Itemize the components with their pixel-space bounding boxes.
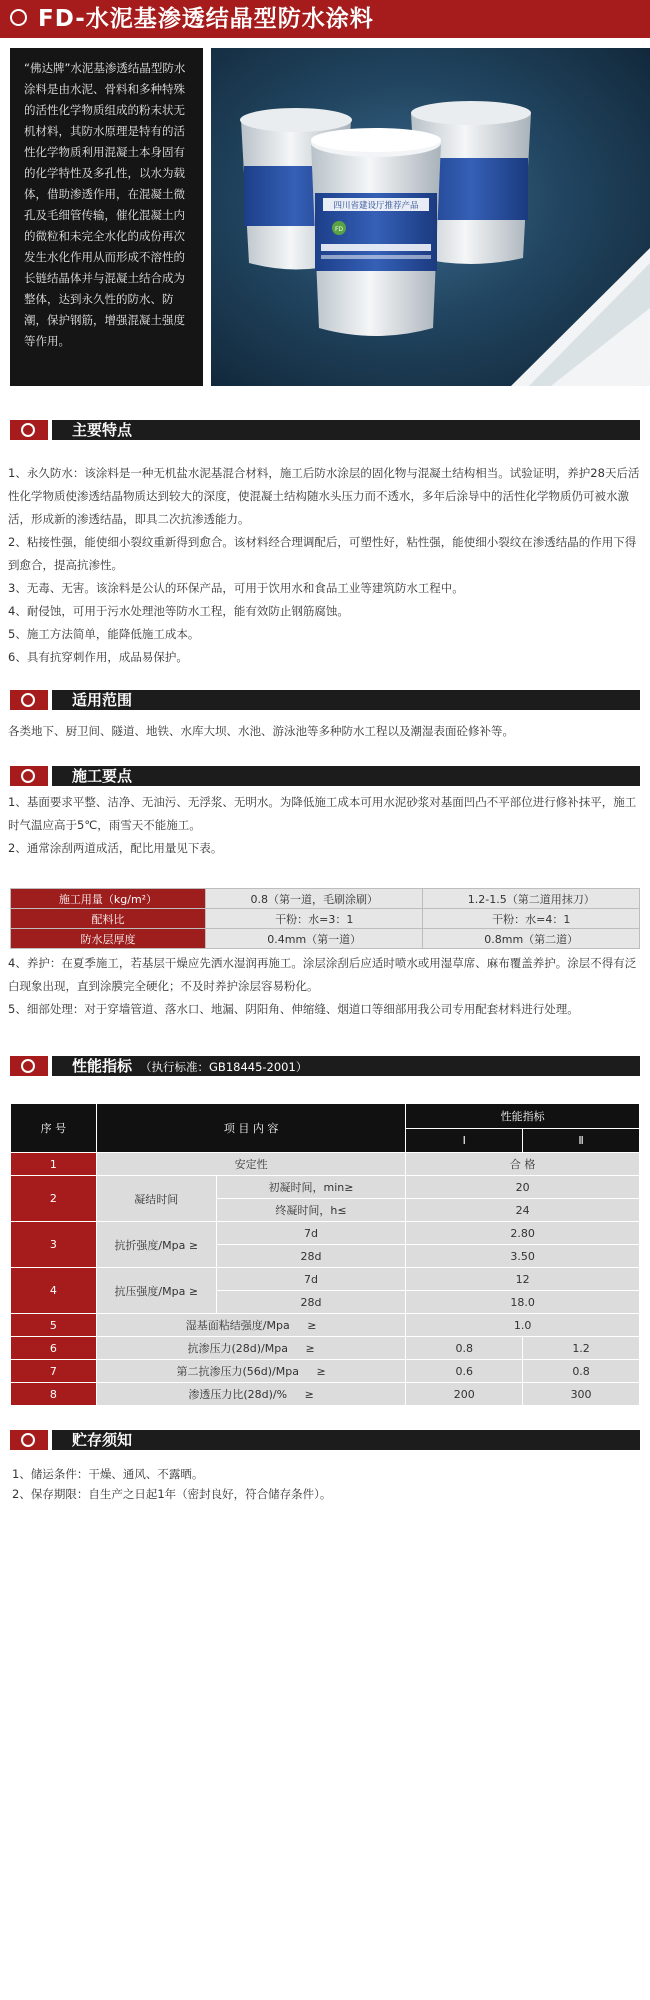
- table-cell: 防水层厚度: [11, 929, 206, 949]
- table-row: [11, 929, 640, 949]
- table-cell: 1.0: [406, 1314, 640, 1337]
- table-header: Ⅰ: [406, 1128, 523, 1153]
- bucket-front: [311, 128, 441, 336]
- circle-icon: [21, 1433, 35, 1447]
- product-photo: [211, 48, 650, 386]
- brand-mark: FD: [334, 226, 344, 233]
- table-cell: 抗压强度/Mpa ≥: [96, 1268, 216, 1314]
- row-number: 4: [11, 1268, 97, 1314]
- table-row: [11, 1314, 640, 1337]
- construction-item: 5、细部处理：对于穿墙管道、落水口、地漏、阴阳角、伸缩缝、烟道口等细部用我公司专用配套材料进行处理。: [8, 1002, 579, 1016]
- feature-item: 2、粘接性强，能使细小裂纹重新得到愈合。该材料经合理调配后，可塑性好，粘性强，能使细小裂纹在渗透结晶的作用下得到愈合，提高抗渗性。: [8, 535, 637, 572]
- row-number: 1: [11, 1153, 97, 1176]
- table-cell: 1.2: [523, 1337, 640, 1360]
- table-cell: 0.8: [523, 1360, 640, 1383]
- standard-note: （执行标准：GB18445-2001）: [140, 1060, 308, 1074]
- table-cell: 300: [523, 1383, 640, 1406]
- table-row: [11, 1337, 640, 1360]
- circle-icon: [21, 423, 35, 437]
- table-header: 项 目 内 容: [96, 1104, 406, 1153]
- table-cell: 28d: [216, 1245, 406, 1268]
- section-title: 施工要点: [72, 767, 133, 785]
- table-header: Ⅱ: [523, 1128, 640, 1153]
- table-cell: 20: [406, 1176, 640, 1199]
- table-cell: 7d: [216, 1222, 406, 1245]
- row-number: 8: [11, 1383, 97, 1406]
- ge-sign: ≥: [307, 1319, 317, 1332]
- table-cell: [96, 1337, 406, 1360]
- table-cell: [96, 1314, 406, 1337]
- table-cell: 2.80: [406, 1222, 640, 1245]
- circle-icon: [10, 9, 27, 26]
- item-name: 第二抗渗压力(56d)/Mpa: [176, 1365, 299, 1378]
- ge-sign: ≥: [305, 1342, 315, 1355]
- table-cell: 18.0: [406, 1291, 640, 1314]
- table-row: [11, 1383, 640, 1406]
- table-header: 序 号: [11, 1104, 97, 1153]
- title-bar: [0, 0, 650, 38]
- item-name: 湿基面粘结强度/Mpa: [185, 1319, 290, 1332]
- table-row: [11, 889, 640, 909]
- section-title: 贮存须知: [72, 1431, 133, 1449]
- product-buckets-illustration: [211, 48, 650, 386]
- item-name: 抗渗压力(28d)/Mpa: [187, 1342, 288, 1355]
- table-cell: 施工用量（kg/m²）: [11, 889, 206, 909]
- section-title: 主要特点: [72, 421, 133, 439]
- table-cell: 7d: [216, 1268, 406, 1291]
- table-row: [11, 1104, 640, 1129]
- table-cell: 28d: [216, 1291, 406, 1314]
- row-number: 5: [11, 1314, 97, 1337]
- table-cell: 合 格: [406, 1153, 640, 1176]
- section-title: 适用范围: [72, 691, 133, 709]
- construction-item: 1、基面要求平整、洁净、无油污、无浮浆、无明水。为降低施工成本可用水泥砂浆对基面凹凸不平部位进行修补抹平，施工时气温应高于5℃，雨雪天不能施工。: [8, 795, 637, 832]
- row-number: 3: [11, 1222, 97, 1268]
- feature-item: 6、具有抗穿刺作用，成品易保护。: [8, 650, 188, 664]
- table-row: [11, 909, 640, 929]
- feature-item: 4、耐侵蚀，可用于污水处理池等防水工程，能有效防止钢筋腐蚀。: [8, 604, 349, 618]
- table-cell: 安定性: [96, 1153, 406, 1176]
- row-number: 7: [11, 1360, 97, 1383]
- table-row: [11, 1268, 640, 1291]
- storage-item: 1、储运条件：干燥、通风、不露晒。: [12, 1467, 204, 1481]
- item-name: 渗透压力比(28d)/%: [188, 1388, 288, 1401]
- ge-sign: ≥: [304, 1388, 314, 1401]
- table-cell: 0.8: [406, 1337, 523, 1360]
- section-header-features: [10, 420, 640, 440]
- section-header-performance: [10, 1056, 640, 1076]
- row-number: 2: [11, 1176, 97, 1222]
- ge-sign: ≥: [316, 1365, 326, 1378]
- table-cell: 24: [406, 1199, 640, 1222]
- feature-item: 1、永久防水：该涂料是一种无机盐水泥基混合材料，施工后防水涂层的固化物与混凝土结构相当。试验证明，养护28天后活性化学物质使渗透结晶物质达到较大的深度，使混凝土结构随水头压力而不透水，多年后涂导中的活性化学物质仍可被水激活，形成新的渗透结晶，即具二次抗渗透能力。: [8, 466, 640, 526]
- table-header: 性能指标: [406, 1104, 640, 1129]
- circle-icon: [21, 769, 35, 783]
- circle-icon: [21, 693, 35, 707]
- intro-text: “佛达牌”水泥基渗透结晶型防水涂料是由水泥、骨料和多种特殊的活性化学物质组成的粉末状无机材料，其防水原理是特有的活性化学物质利用混凝土本身固有的化学特性及多孔性，以水为载体，借助渗透作用，在混凝土微孔及毛细管传输，催化混凝土内的微粒和未完全水化的成份再次发生水化作用从而形成不溶性的长链结晶体并与混凝土结合成为整体，达到永久性的防水、防潮，保护钢筋，增强混凝土强度等作用。: [24, 61, 186, 348]
- section-header-storage: [10, 1430, 640, 1450]
- table-row: [11, 1222, 640, 1245]
- scope-text: 各类地下、厨卫间、隧道、地铁、水库大坝、水池、游泳池等多种防水工程以及潮湿表面砼修补等。: [8, 724, 514, 738]
- table-cell: 干粉：水=4：1: [423, 909, 640, 929]
- usage-table: [10, 888, 640, 949]
- table-row: [11, 1153, 640, 1176]
- table-cell: 终凝时间，h≤: [216, 1199, 406, 1222]
- construction-item: 2、通常涂刮两道成活，配比用量见下表。: [8, 841, 223, 855]
- performance-table: [10, 1103, 640, 1406]
- circle-icon: [21, 1059, 35, 1073]
- bucket-label: 四川省建设厅推荐产品: [333, 201, 419, 211]
- table-cell: 初凝时间，min≥: [216, 1176, 406, 1199]
- table-cell: 1.2-1.5（第二道用抹刀）: [423, 889, 640, 909]
- table-cell: [96, 1360, 406, 1383]
- table-cell: 3.50: [406, 1245, 640, 1268]
- table-cell: [96, 1383, 406, 1406]
- section-header-construction: [10, 766, 640, 786]
- table-cell: 200: [406, 1383, 523, 1406]
- table-cell: 配料比: [11, 909, 206, 929]
- table-cell: 12: [406, 1268, 640, 1291]
- intro-panel: [10, 48, 203, 386]
- table-cell: 干粉：水=3：1: [206, 909, 423, 929]
- section-header-scope: [10, 690, 640, 710]
- table-row: [11, 1176, 640, 1199]
- feature-item: 3、无毒、无害。该涂料是公认的环保产品，可用于饮用水和食品工业等建筑防水工程中。: [8, 581, 464, 595]
- page-title: FD-水泥基渗透结晶型防水涂料: [38, 6, 374, 32]
- table-cell: 凝结时间: [96, 1176, 216, 1222]
- table-cell: 0.4mm（第一道）: [206, 929, 423, 949]
- table-row: [11, 1360, 640, 1383]
- section-title: 性能指标: [72, 1057, 133, 1075]
- table-cell: 抗折强度/Mpa ≥: [96, 1222, 216, 1268]
- feature-item: 5、施工方法简单，能降低施工成本。: [8, 627, 200, 641]
- row-number: 6: [11, 1337, 97, 1360]
- table-cell: 0.6: [406, 1360, 523, 1383]
- storage-item: 2、保存期限：自生产之日起1年（密封良好，符合储存条件）。: [12, 1487, 332, 1501]
- table-cell: 0.8mm（第二道）: [423, 929, 640, 949]
- construction-item: 4、养护：在夏季施工，若基层干燥应先洒水湿润再施工。涂层涂刮后应适时喷水或用湿草席、麻布覆盖养护。涂层不得有泛白现象出现，直到涂膜完全硬化；不及时养护涂层容易粉化。: [8, 956, 637, 993]
- table-cell: 0.8（第一道，毛刷涂刷）: [206, 889, 423, 909]
